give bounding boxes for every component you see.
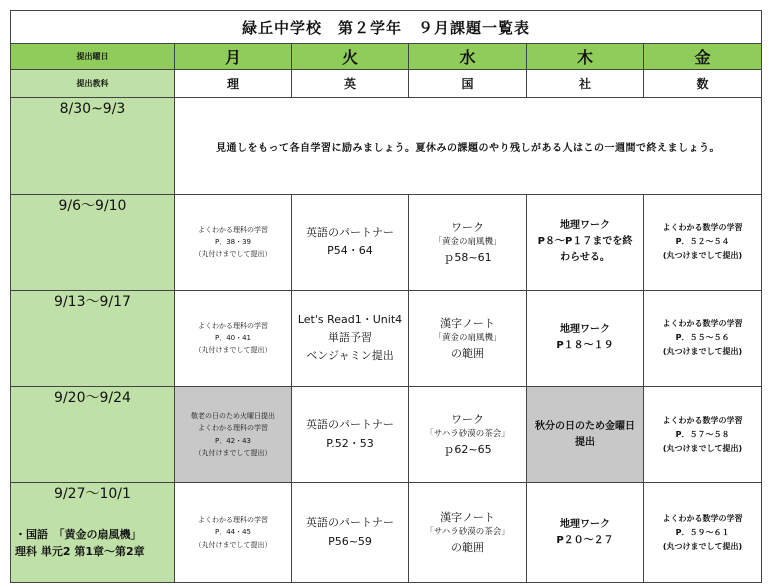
social-task: 地理ワーク P１８～１９ bbox=[527, 290, 644, 387]
science-task: よくわかる理科の学習 P．40・41 （丸付けまでして提出） bbox=[175, 290, 292, 387]
day-fri: 金 bbox=[644, 44, 762, 70]
math-task: よくわかる数学の学習 P．５２～５４ (丸つけまでして提出) bbox=[644, 195, 762, 291]
subject-wed: 国 bbox=[409, 70, 527, 98]
week-date: 8/30~9/3 bbox=[11, 98, 175, 120]
math-task: よくわかる数学の学習 P．５５～５６ (丸つけまでして提出) bbox=[644, 290, 762, 387]
submit-subject-label: 提出教科 bbox=[11, 70, 175, 98]
japanese-task: 漢字ノート 「サハラ砂漠の茶会」 の範囲 bbox=[409, 483, 527, 583]
day-tue: 火 bbox=[292, 44, 409, 70]
week-note bbox=[11, 311, 175, 387]
english-task: Let's Read1・Unit4 単語予習 ベンジャミン提出 bbox=[292, 290, 409, 387]
note-line: 理科 単元2 第1章～第2章 bbox=[15, 544, 145, 558]
submit-day-label: 提出曜日 bbox=[11, 44, 175, 70]
week-date: 9/27～10/1 bbox=[11, 483, 175, 504]
subject-tue: 英 bbox=[292, 70, 409, 98]
japanese-task: ワーク 「サハラ砂漠の茶会」 ｐ62~65 bbox=[409, 387, 527, 483]
week-note bbox=[11, 215, 175, 290]
social-task: 地理ワーク P２０～２７ bbox=[527, 483, 644, 583]
science-task: よくわかる理科の学習 P．44・45 （丸付けまでして提出） bbox=[175, 483, 292, 583]
science-task: よくわかる理科の学習 P．38・39 （丸付けまでして提出） bbox=[175, 195, 292, 291]
week-note bbox=[11, 408, 175, 483]
day-thu: 木 bbox=[527, 44, 644, 70]
week-date: 9/6～9/10 bbox=[11, 195, 175, 216]
subject-mon: 理 bbox=[175, 70, 292, 98]
subject-fri: 数 bbox=[644, 70, 762, 98]
japanese-task: ワーク 「黄金の扇風機」 ｐ58~61 bbox=[409, 195, 527, 291]
week-date: 9/13～9/17 bbox=[11, 290, 175, 311]
social-task: 秋分の日のため金曜日 提出 bbox=[527, 387, 644, 483]
day-wed: 水 bbox=[409, 44, 527, 70]
english-task: 英語のパートナー P.52・53 bbox=[292, 387, 409, 483]
week-note bbox=[11, 504, 175, 583]
week-notice: 見通しをもって各自学習に励みましょう。夏休みの課題のやり残しがある人はこの一週間で終えましょう。 bbox=[175, 98, 762, 195]
math-task: よくわかる数学の学習 P．５９～６１ (丸つけまでして提出) bbox=[644, 483, 762, 583]
english-task: 英語のパートナー P54・64 bbox=[292, 195, 409, 291]
page-title: 緑丘中学校 第２学年 ９月課題一覧表 bbox=[11, 11, 762, 44]
assignment-table bbox=[10, 10, 762, 583]
math-task: よくわかる数学の学習 P．５７～５８ (丸つけまでして提出) bbox=[644, 387, 762, 483]
english-task: 英語のパートナー P56~59 bbox=[292, 483, 409, 583]
social-task: 地理ワーク P８～P１７までを終 わらせる。 bbox=[527, 195, 644, 291]
week-note bbox=[11, 120, 175, 195]
science-task: 敬老の日のため火曜日提出 よくわかる理科の学習 P．42・43 （丸付けまでして提出） bbox=[175, 387, 292, 483]
day-mon: 月 bbox=[175, 44, 292, 70]
subject-thu: 社 bbox=[527, 70, 644, 98]
week-date: 9/20～9/24 bbox=[11, 387, 175, 408]
note-line: ・国語 「黄金の扇風機」 bbox=[15, 527, 142, 541]
japanese-task: 漢字ノート 「黄金の扇風機」 の範囲 bbox=[409, 290, 527, 387]
